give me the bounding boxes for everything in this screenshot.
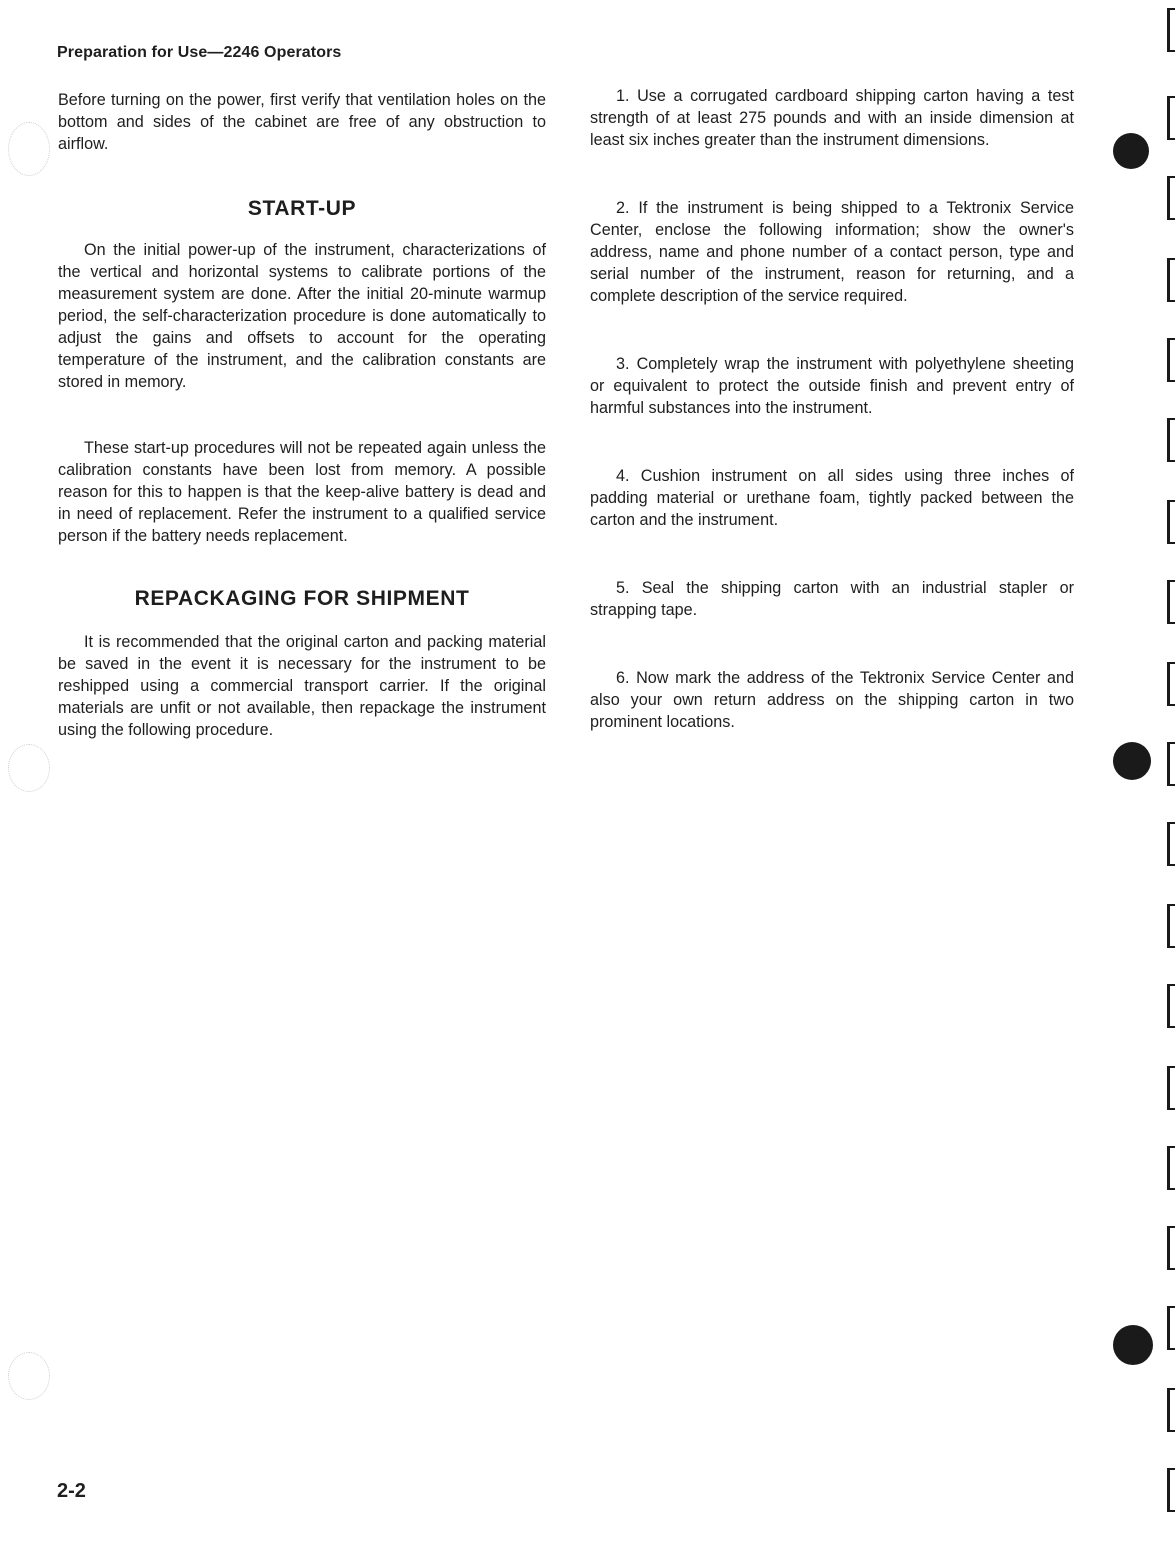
binder-tab	[1167, 258, 1175, 302]
binder-hole-top	[1113, 133, 1149, 169]
binder-tab	[1167, 418, 1175, 462]
shipping-step-2: 2. If the instrument is being shipped to a Tektronix Service Center, enclose the following information; show the owner's address, name and phone number of a contact person, type and serial number of the instrument, reason for returning, and a complete description of the service required.	[590, 199, 1074, 305]
shipping-step-6: 6. Now mark the address of the Tektronix Service Center and also your own return address on the shipping carton in two prominent locations.	[590, 669, 1074, 731]
binder-hole-ghost-top	[8, 122, 50, 176]
binder-hole-ghost-bottom	[8, 1352, 50, 1400]
binder-tab	[1167, 500, 1175, 544]
binder-tab	[1167, 1468, 1175, 1512]
startup-paragraph-2: These start-up procedures will not be repeated again unless the calibration constants have been lost from memory. A possible reason for this to happen is that the keep-alive battery is dead and in need of replacement. Refer the instrument to a qualified service person if the battery needs replacement.	[58, 439, 546, 545]
binder-hole-ghost-middle	[8, 744, 50, 792]
binder-tab	[1167, 338, 1175, 382]
binder-tab	[1167, 822, 1175, 866]
binder-tab	[1167, 1306, 1175, 1350]
intro-paragraph: Before turning on the power, first verify that ventilation holes on the bottom and sides of the cabinet are free of any obstruction to airflow.	[58, 91, 546, 153]
running-header: Preparation for Use—2246 Operators	[57, 44, 342, 61]
left-column	[58, 89, 546, 741]
binder-tab	[1167, 8, 1175, 52]
shipping-step-5: 5. Seal the shipping carton with an industrial stapler or strapping tape.	[590, 579, 1074, 619]
binder-tab	[1167, 96, 1175, 140]
binder-hole-bottom	[1113, 1325, 1153, 1365]
shipping-step-1: 1. Use a corrugated cardboard shipping carton having a test strength of at least 275 pounds and with an inside dimension at least six inches greater than the instrument dimensions.	[590, 87, 1074, 149]
binder-tab	[1167, 176, 1175, 220]
binder-tab	[1167, 662, 1175, 706]
binder-tab	[1167, 1066, 1175, 1110]
page-number: 2-2	[57, 1480, 86, 1502]
startup-heading: START-UP	[247, 197, 357, 220]
startup-paragraph-1: On the initial power-up of the instrument, characterizations of the vertical and horizontal systems to calibrate portions of the measurement system are done. After the initial 20-minute warmup period, the self-characterization procedure is done automatically to adjust the gains and offsets to account for the operating temperature of the instrument, and the calibration constants are stored in memory.	[58, 241, 546, 391]
binder-tab	[1167, 904, 1175, 948]
shipping-step-4: 4. Cushion instrument on all sides using three inches of padding material or urethane foam, tightly packed between the carton and the instrument.	[590, 467, 1074, 529]
repackaging-heading: REPACKAGING FOR SHIPMENT	[134, 587, 470, 610]
right-column	[590, 85, 1074, 733]
binder-tab	[1167, 742, 1175, 786]
shipping-step-3: 3. Completely wrap the instrument with polyethylene sheeting or equivalent to protect the outside finish and prevent entry of harmful substances into the instrument.	[590, 355, 1074, 417]
binder-tab	[1167, 1388, 1175, 1432]
repackaging-paragraph: It is recommended that the original carton and packing material be saved in the event it is necessary for the instrument to be reshipped using a commercial transport carrier. If the original materials are unfit or not available, then repackage the instrument using the following procedure.	[58, 633, 546, 739]
binder-tab	[1167, 984, 1175, 1028]
binder-tab	[1167, 1146, 1175, 1190]
binder-tab	[1167, 1226, 1175, 1270]
binder-tab	[1167, 580, 1175, 624]
binder-hole-middle	[1113, 742, 1151, 780]
